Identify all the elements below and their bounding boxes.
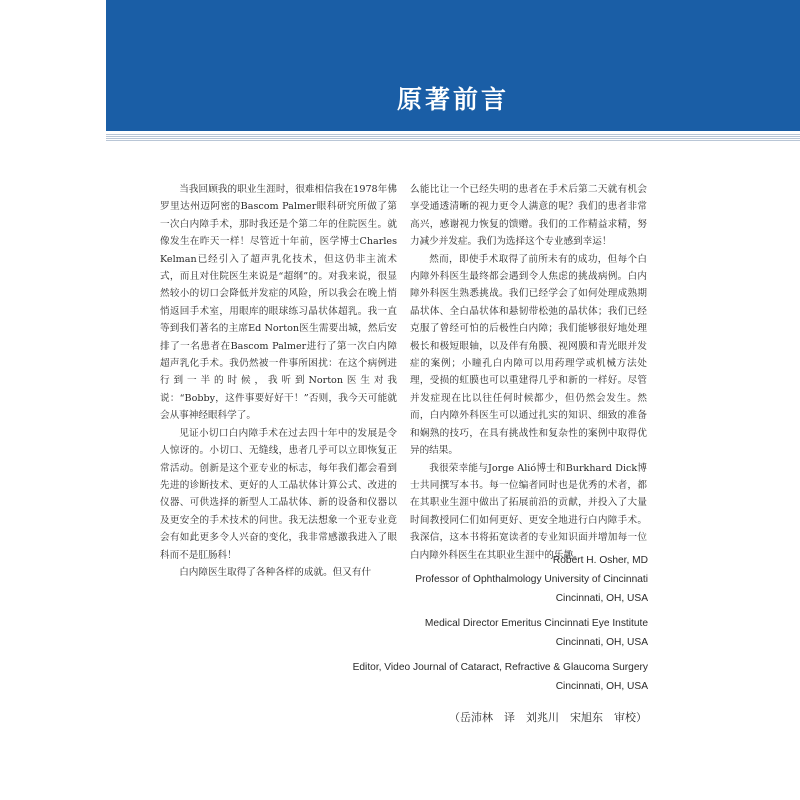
affiliation-title: Medical Director Emeritus Cincinnati Eye Institute [424,618,648,629]
title-banner [106,0,800,131]
signature-block [228,658,648,696]
paragraph: 白内障医生取得了各种各样的成就。但又有什 [179,566,372,578]
page-title: 原著前言 [396,85,509,114]
paragraph: 当我回顾我的职业生涯时，很难相信我在1978年佛罗里达州迈阿密的Bascom Palmer眼科研究所做了第一次白内障手术，那时我还是个第二年的住院医生。就像发生在昨天一样！尽管近十年前，医学博士Charles Kelman已经引入了超声乳化技术，但这仍非主流术式，而且对住院医生来说是“超纲”的。对我来说，很显然较小的切口会降低并发症的风险，所以我会在晚上悄悄返回手术室，用眼库的眼球练习晶状体超乳。我一直等到我们著名的主席Ed Norton医生需要出城，然后安排了一名患者在Bascom Palmer进行了第一次白内障超声乳化手术。我仍然被一件事所困扰：在这个病例进行到一半的时候，我听到Norton医生对我说：“Bobby，这件事要好好干！”否则，我今天可能就会从事神经眼科学了。 [160,184,397,422]
affiliation-title: Editor, Video Journal of Cataract, Refractive & Glaucoma Surgery [352,662,648,673]
affiliation-location: Cincinnati, OH, USA [555,637,648,648]
paragraph: 见证小切口白内障手术在过去四十年中的发展是令人惊讶的。小切口、无缝线，患者几乎可以立即恢复正常活动。创新是这个亚专业的标志，每年我们都会看到先进的诊断技术、更好的人工晶状体计算公式、改进的仪器、可供选择的新型人工晶状体、新的设备和仪器以及更安全的手术技术的问世。我无法想象一个亚专业竟会有如此更多令人兴奋的变化，我非常感激我进入了眼科而不是肛肠科！ [160,427,397,561]
affiliation-location: Cincinnati, OH, USA [555,593,648,604]
right-text-column [410,181,647,564]
paragraph: 我很荣幸能与Jorge Alió博士和Burkhard Dick博士共同撰写本书。每一位编者同时也是优秀的术者，都在其职业生涯中做出了拓展前沿的贡献，并投入了大量时间教授同仁们如何更好、更安全地进行白内障手术。我深信，这本书将拓宽读者的专业知识面并增加每一位白内障外科医生在其职业生涯中的乐趣。 [410,462,647,561]
signature-block [228,551,648,608]
affiliation-location: Cincinnati, OH, USA [555,681,648,692]
left-text-column [160,181,397,581]
paragraph: 么能比让一个已经失明的患者在手术后第二天就有机会享受通透清晰的视力更令人满意的呢？我们的患者非常高兴，感谢视力恢复的馈赠。我们的工作精益求精，努力减少并发症。我们为选择这个专业感到幸运！ [410,184,647,248]
author-name: Robert H. Osher, MD [552,555,648,566]
signature-block [228,614,648,652]
translator-credit: （岳沛林 译 刘兆川 宋旭东 审校） [449,711,647,724]
title-divider-rule [106,134,800,141]
paragraph: 然而，即使手术取得了前所未有的成功，但每个白内障外科医生最终都会遇到令人焦虑的挑战病例。白内障外科医生熟悉挑战。我们已经学会了如何处理成熟期晶状体、全白晶状体和悬韧带松弛的晶状体；我们已经克服了曾经可怕的后极性白内障；我们能够很好地处理极长和极短眼轴，以及伴有角膜、视网膜和青光眼并发症的案例；小瞳孔白内障可以用药理学或机械方法处理，受损的虹膜也可以重建得几乎和新的一样好。尽管并发症现在比以往任何时候都少，但仍然会发生。然而，白内障外科医生可以通过扎实的知识、细致的准备和娴熟的技巧，在具有挑战性和复杂性的案例中取得优异的结果。 [410,253,647,457]
affiliation-title: Professor of Ophthalmology University of Cincinnati [415,574,648,585]
